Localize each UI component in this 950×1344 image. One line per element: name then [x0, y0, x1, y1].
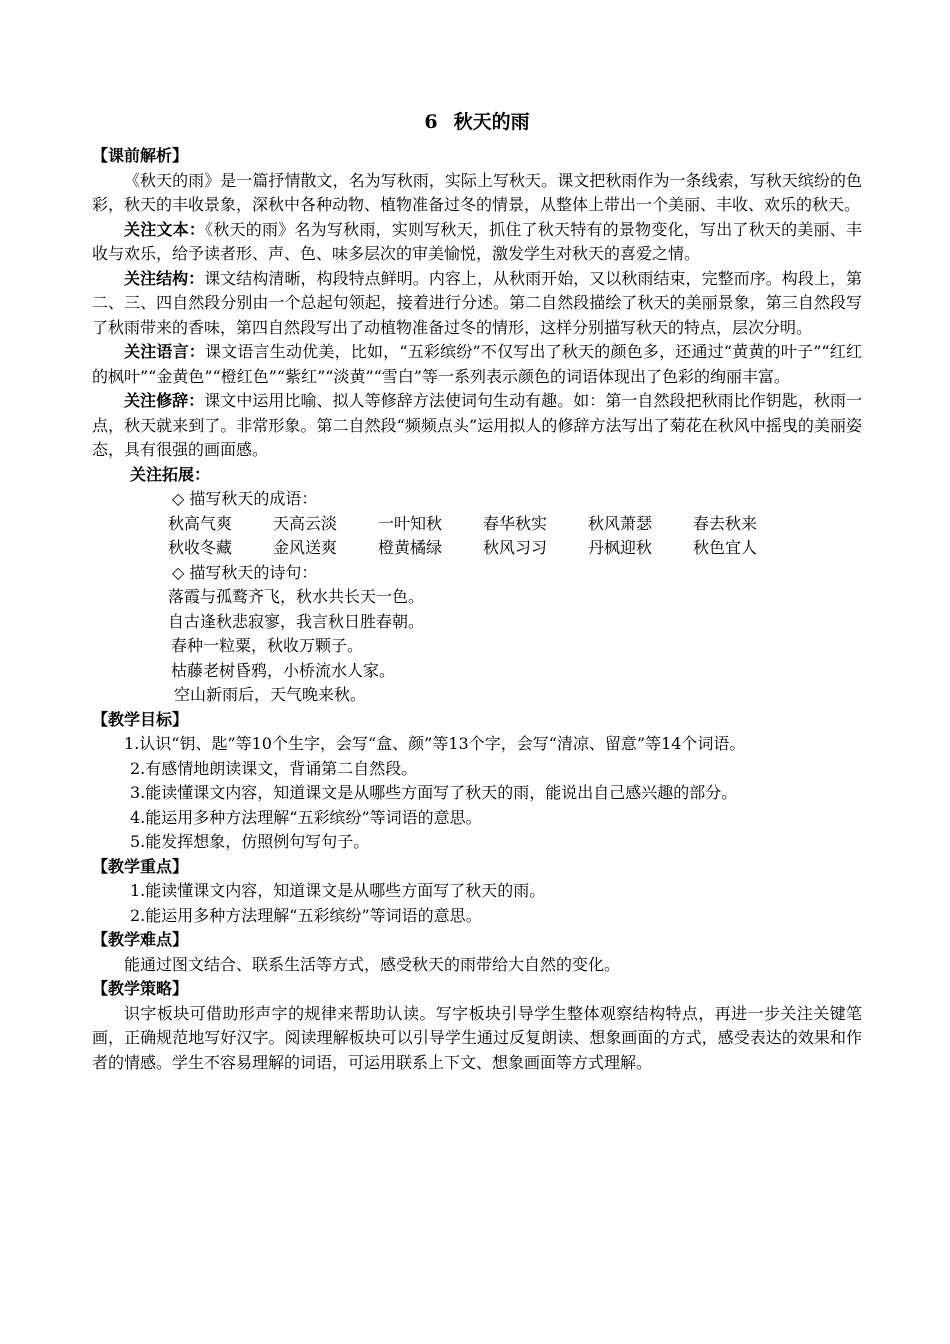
lesson-number: 6 [424, 111, 438, 133]
focus-text-paragraph [92, 218, 862, 267]
idioms-heading: ◇ 描写秋天的成语： [172, 489, 318, 508]
difficulties-heading: 【教学难点】 [92, 930, 189, 949]
poem-line: 枯藤老树昏鸦，小桥流水人家。 [171, 660, 396, 680]
extension-block [92, 487, 862, 708]
focus-language-paragraph [92, 340, 862, 389]
page-title [92, 110, 862, 134]
goals-heading: 【教学目标】 [92, 709, 189, 729]
focus-text-label: 关注文本： [124, 219, 206, 239]
lesson-title: 秋天的雨 [453, 111, 530, 133]
idiom: 春华秋实 [483, 513, 548, 533]
idioms-row-1 [168, 512, 862, 537]
poem-line: 空山新雨后，天气晚来秋。 [174, 685, 367, 704]
strategy-heading: 【教学策略】 [92, 979, 189, 998]
idiom: 秋收冬藏 [168, 538, 233, 557]
goal-item: 4.能运用多种方法理解“五彩缤纷”等词语的意思。 [130, 807, 482, 827]
idiom: 秋色宜人 [693, 538, 758, 557]
idioms-row-2 [168, 536, 862, 561]
goal-item: 3.能读懂课文内容，知道课文是从哪些方面写了秋天的雨，能说出自己感兴趣的部分。 [130, 783, 738, 802]
key-points-heading: 【教学重点】 [92, 856, 189, 876]
idiom: 秋风萧瑟 [588, 513, 653, 533]
focus-text-body: 《秋天的雨》名为写秋雨，实则写秋天，抓住了秋天特有的景物变化，写出了秋天的美丽、丰收与欢乐，给予读者形、声、色、味多层次的审美愉悦，激发学生对秋天的喜爱之情。 [92, 219, 862, 263]
key-point-item: 2.能运用多种方法理解“五彩缤纷”等词语的意思。 [130, 905, 482, 925]
idiom: 秋高气爽 [168, 513, 233, 533]
focus-rhetoric-body: 课文中运用比喻、拟人等修辞方法使词句生动有趣。如：第一自然段把秋雨比作钥匙，秋雨一点，秋天就来到了。非常形象。第二自然段“频频点头”运用拟人的修辞方法写出了菊花在秋风中摇曳的美丽姿态，具有很强的画面感。 [92, 391, 862, 459]
idiom: 春去秋来 [693, 513, 758, 533]
goal-item: 2.有感情地朗读课文，背诵第二自然段。 [130, 758, 418, 778]
idiom: 橙黄橘绿 [378, 538, 443, 557]
focus-extension-label: 关注拓展： [130, 464, 211, 484]
analysis-intro: 《秋天的雨》是一篇抒情散文，名为写秋雨，实际上写秋天。课文把秋雨作为一条线索，写秋天缤纷的色彩，秋天的丰收景象，深秋中各种动物、植物准备过冬的情景，从整体上带出一个美丽、丰收、欢乐的秋天。 [92, 170, 862, 214]
focus-language-body: 课文语言生动优美，比如，“五彩缤纷”不仅写出了秋天的颜色多，还通过“黄黄的叶子”“红红的枫叶”“金黄色”“橙红色”“紫红”“淡黄”“雪白”等一系列表示颜色的词语体现出了色彩的绚丽丰富。 [92, 342, 862, 386]
strategy-body: 识字板块可借助形声字的规律来帮助认读。写字板块引导学生整体观察结构特点，再进一步关注关键笔画，正确规范地写好汉字。阅读理解板块可以引导学生通过反复朗读、想象画面的方式，感受表达的效果和作者的情感。学生不容易理解的词语，可运用联系上下文、想象画面等方式理解。 [92, 1003, 862, 1072]
idiom: 天高云淡 [273, 513, 338, 533]
poem-line: 自古逢秋悲寂寥，我言秋日胜春朝。 [168, 611, 425, 631]
key-point-item: 1.能读懂课文内容，知道课文是从哪些方面写了秋天的雨。 [130, 881, 546, 900]
poem-line: 春种一粒粟，秋收万颗子。 [171, 636, 364, 655]
focus-rhetoric-paragraph [92, 389, 862, 463]
focus-structure-body: 课文结构清晰，构段特点鲜明。内容上，从秋雨开始，又以秋雨结束，完整而序。构段上，第二、三、四自然段分别由一个总起句领起，接着进行分述。第二自然段描绘了秋天的美丽景象，第三自然段写了秋雨带来的香味，第四自然段写出了动植物准备过冬的情形，这样分别描写秋天的特点，层次分明。 [92, 268, 862, 337]
poem-line: 落霞与孤鹜齐飞，秋水共长天一色。 [168, 587, 425, 606]
idiom: 金风送爽 [273, 538, 338, 557]
focus-structure-label: 关注结构： [124, 268, 205, 288]
focus-language-label: 关注语言： [124, 342, 205, 361]
document-page [92, 110, 862, 1075]
idiom: 丹枫迎秋 [588, 538, 653, 557]
idiom: 秋风习习 [483, 538, 548, 557]
focus-structure-paragraph [92, 267, 862, 341]
idiom: 一叶知秋 [378, 513, 443, 533]
difficulties-body: 能通过图文结合、联系生活等方式，感受秋天的雨带给大自然的变化。 [124, 954, 621, 974]
analysis-heading: 【课前解析】 [92, 146, 189, 165]
goal-item: 1.认识“钥、匙”等10个生字，会写“盒、颜”等13个字，会写“清凉、留意”等14个词语。 [124, 734, 746, 753]
poems-heading: ◇ 描写秋天的诗句： [172, 562, 318, 582]
goal-item: 5.能发挥想象，仿照例句写句子。 [130, 832, 370, 851]
focus-rhetoric-label: 关注修辞： [124, 391, 205, 410]
